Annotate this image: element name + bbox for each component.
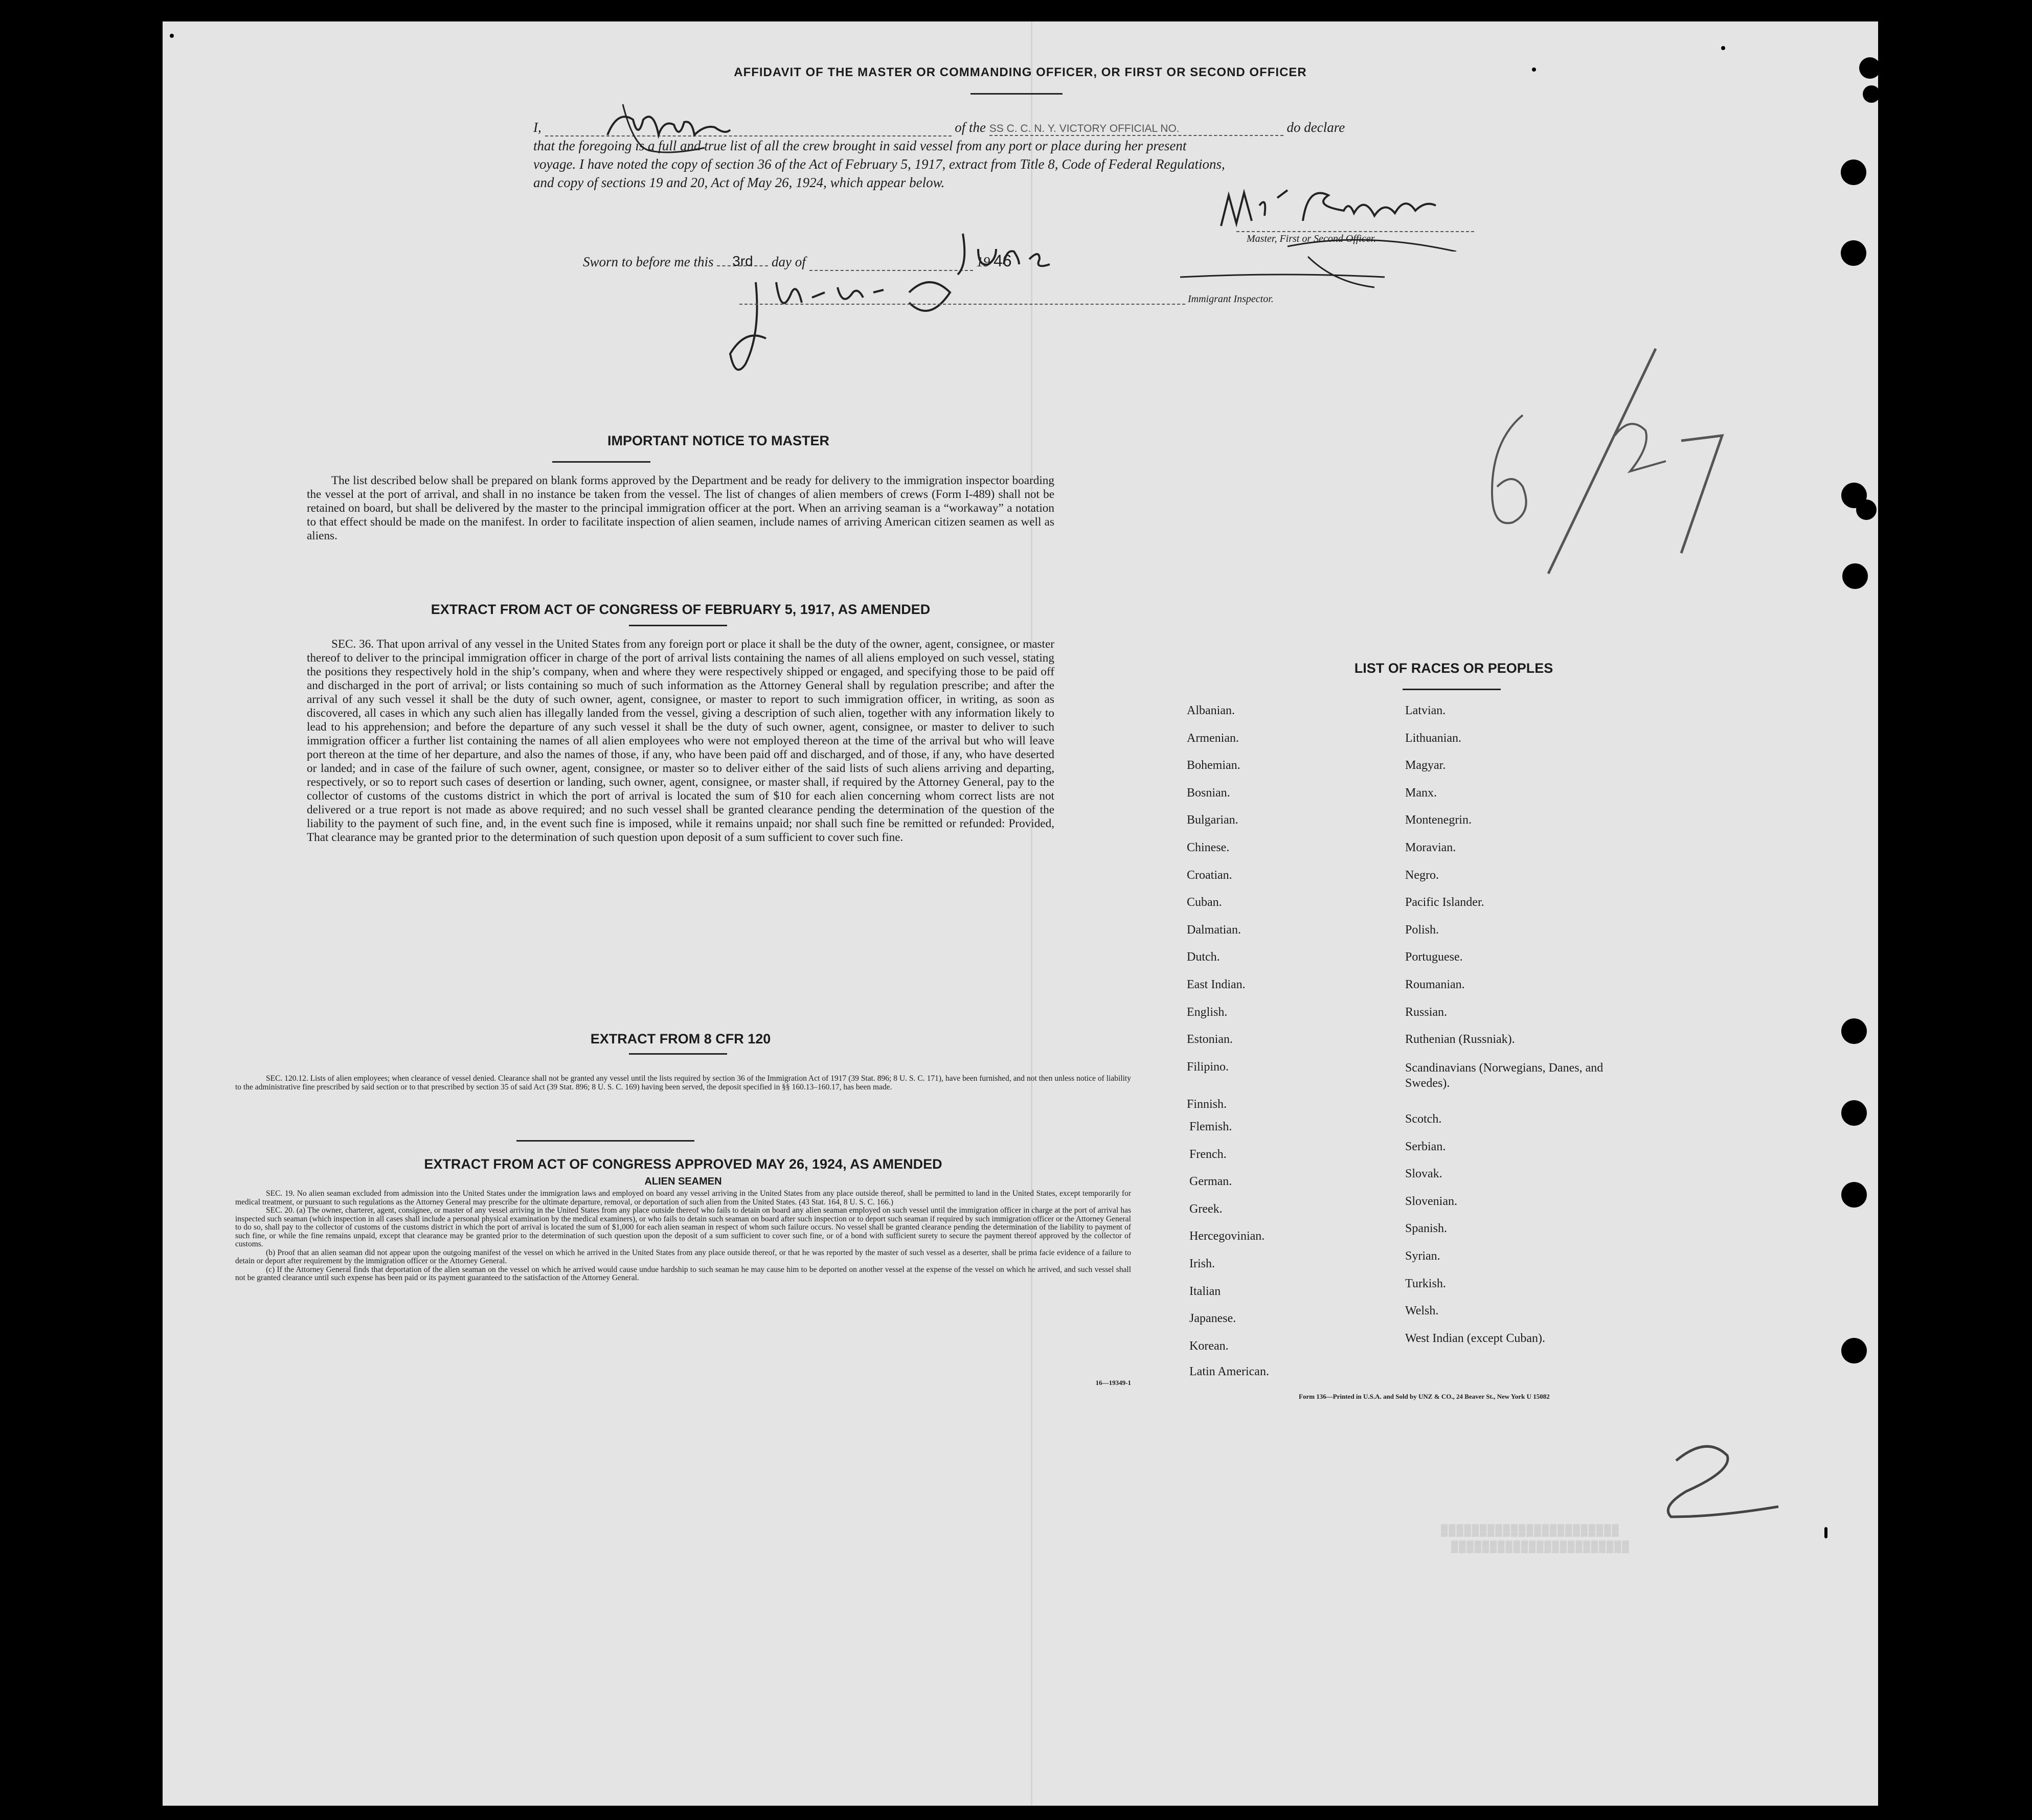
punch-hole <box>1841 1338 1867 1363</box>
master-caption: Master, First or Second Officer. <box>1247 233 1376 244</box>
day-of-text: day of <box>772 254 806 269</box>
race-item: Estonian. <box>1187 1033 1233 1046</box>
of-the-text: of the <box>955 120 986 135</box>
extract-1924-top-rule <box>516 1140 694 1142</box>
race-item: Roumanian. <box>1405 978 1465 991</box>
race-item: Filipino. <box>1187 1060 1229 1074</box>
race-item: Spanish. <box>1405 1222 1448 1236</box>
form-code: 16—19349-1 <box>1095 1379 1131 1386</box>
punch-hole <box>1841 160 1866 185</box>
extract-cfr-title: EXTRACT FROM 8 CFR 120 <box>590 1031 771 1046</box>
punch-hole <box>1841 1182 1867 1208</box>
race-item: Bulgarian. <box>1187 813 1238 827</box>
race-item: Latin American. <box>1189 1364 1269 1378</box>
race-item: Korean. <box>1189 1339 1229 1353</box>
section-20a-text: SEC. 20. (a) The owner, charterer, agent, consignee, or master of any vessel arriving in the United States from any place outside thereof who fails to detain on board any alien seaman employed on such vessel until the immigration officer in charge at the port of arrival has inspected such seaman (which inspection in all cases shall include a personal physical examination by the medical examiners), or who fails to detain such seaman on board after such inspection or to deport such seaman if required by such immigration officer or the Attorney General to do so, shall pay to the collector of customs of the customs district in which the port of arrival is located the sum of $1,000 for each alien seaman in respect of whom such failure occurs. No vessel shall be granted clearance pending the determination of the liability to payment of such fine, or while the fine remains unpaid, except that clearance may be granted prior to the determination of such question upon the deposit of a sum sufficient to cover such fine, or of a bond with sufficient surety to secure the payment thereof approved by the collector of customs. <box>235 1206 1131 1248</box>
speck <box>170 34 174 38</box>
race-item: Moravian. <box>1405 841 1456 854</box>
race-item: Dutch. <box>1187 950 1220 964</box>
race-item: Finnish. <box>1187 1098 1227 1111</box>
faded-stamp: ▒▒▒▒▒▒▒▒▒▒▒▒▒▒▒▒▒▒▒▒▒▒▒ <box>1441 1525 1620 1537</box>
alien-seamen-subtitle: ALIEN SEAMEN <box>644 1176 722 1187</box>
race-item: Russian. <box>1405 1005 1448 1019</box>
race-item: Magyar. <box>1405 759 1446 772</box>
race-item: Welsh. <box>1405 1304 1439 1318</box>
affidavit-line-2: that the foregoing is a full and true list of all the crew brought in said vessel from any port or place during her present <box>533 138 1187 153</box>
race-item: Scotch. <box>1405 1112 1442 1126</box>
handwritten-master <box>602 99 756 161</box>
affidavit-I: I, <box>533 120 541 135</box>
race-item: Ruthenian (Russniak). <box>1405 1033 1515 1046</box>
punch-hole <box>1842 563 1868 589</box>
extract-1924-body <box>235 1190 1131 1283</box>
race-item: Slovenian. <box>1405 1194 1457 1208</box>
day-value: 3rd <box>732 253 753 269</box>
punch-hole <box>1856 499 1877 520</box>
race-item: Negro. <box>1405 868 1439 882</box>
notice-title: IMPORTANT NOTICE TO MASTER <box>607 433 829 448</box>
race-item: Bohemian. <box>1187 759 1240 772</box>
do-declare-text: do declare <box>1286 120 1345 135</box>
affidavit-title: AFFIDAVIT OF THE MASTER OR COMMANDING OFFICER, OR FIRST OR SECOND OFFICER <box>734 65 1307 79</box>
section-36-text: SEC. 36. That upon arrival of any vessel in the United States from any foreign port or place it shall be the duty of the owner, agent, consignee, or master thereof to deliver to the principal immigration officer in charge of the port of arrival lists containing the names of all aliens employed on such vessel, stating the positions they respectively hold in the ship’s company, when and where they were respectively shipped or engaged, and specifying those to be paid off and discharged in the port of arrival; or lists containing so much of such information as the Attorney General shall by regulation prescribe; and after the arrival of any such vessel it shall be the duty of such owner, agent, consignee, or master to report to such immigration officer, in writing, as soon as discovered, all cases in which any such alien has illegally landed from the vessel, giving a description of such alien, together with any information likely to lead to his apprehension; and before the departure of any such vessel it shall be the duty of such owner, agent, consignee, or master to deliver to such immigration officer a further list containing the names of all alien employees who were not employed thereon at the time of the arrival but who will leave port thereon at the time of her departure, and also the names of those, if any, who have been paid off and discharged, and of those, if any, who have deserted or landed; and in case of the failure of such owner, agent, consignee, or master so to deliver either of the said lists of such aliens arriving and departing, respectively, or so to report such cases of desertion or landing, such owner, agent, consignee, or master shall, if required by the Attorney General, pay to the collector of customs of the customs district in which the port of arrival is located the sum of $10 for each alien concerning whom correct lists are not delivered or a true report is not made as above required; and no such vessel shall be granted clearance pending the determination of the question of the liability to the payment of such fine, and, in the event such fine is imposed, while it remains unpaid; nor shall such fine be remitted or refunded: Provided, That clearance may be granted prior to the determination of such question upon deposit of a sum sufficient to cover such fine. <box>307 638 1054 844</box>
race-item: German. <box>1189 1175 1232 1189</box>
race-item: Flemish. <box>1189 1120 1232 1133</box>
race-item: Bosnian. <box>1187 786 1230 800</box>
punch-hole <box>1863 85 1880 103</box>
race-item: Japanese. <box>1189 1312 1236 1326</box>
notice-rule <box>552 461 650 463</box>
race-item: Italian <box>1189 1284 1221 1298</box>
race-item: Turkish. <box>1405 1277 1446 1290</box>
race-item: French. <box>1189 1147 1227 1161</box>
race-item: Dalmatian. <box>1187 923 1241 937</box>
title-rule <box>970 93 1063 95</box>
race-item: Cuban. <box>1187 896 1222 909</box>
sworn-text: Sworn to before me this <box>583 254 714 269</box>
extract-1917-body <box>307 638 1054 845</box>
race-item: Syrian. <box>1405 1249 1440 1263</box>
handwritten-date-6-27 <box>1461 308 1748 594</box>
race-item: Scandinavians (Norwegians, Danes, and Swedes). <box>1405 1061 1604 1090</box>
race-item: East Indian. <box>1187 978 1246 991</box>
extract-1917-rule <box>629 625 727 626</box>
races-rule <box>1403 689 1501 690</box>
race-item: Hercegovinian. <box>1189 1230 1265 1243</box>
speck <box>1824 1527 1827 1538</box>
race-item: Irish. <box>1189 1257 1215 1270</box>
section-120-text: SEC. 120.12. Lists of alien employees; when clearance of vessel denied. Clearance shall not be granted any vessel until the lists required by section 36 of the Immigration Act of 1917 (39 Stat. 896; 8 U. S. C. 171), have been furnished, and not then unless notice of liability to the administrative fine prescribed by said section or to that prescribed by section 35 of said Act (39 Stat. 896; 8 U. S. C. 169) having been served, the deposit specified in §§ 160.13–160.17, has been made. <box>235 1074 1131 1091</box>
race-item: Polish. <box>1405 923 1439 937</box>
race-item: Slovak. <box>1405 1167 1442 1181</box>
extract-cfr-body <box>235 1075 1131 1091</box>
speck <box>1721 46 1725 50</box>
race-item: Serbian. <box>1405 1140 1446 1153</box>
race-item: Montenegrin. <box>1405 813 1472 827</box>
race-item: Portuguese. <box>1405 950 1463 964</box>
form-page <box>163 21 1878 1806</box>
race-item: Latvian. <box>1405 704 1446 717</box>
inspector-signature <box>715 262 1052 390</box>
year-value: 46 <box>994 252 1012 270</box>
inspector-caption: Immigrant Inspector. <box>1188 293 1274 305</box>
race-item: Greek. <box>1189 1202 1223 1216</box>
race-item: Pacific Islander. <box>1405 896 1484 909</box>
extract-cfr-rule <box>629 1053 727 1055</box>
affidavit-line-4: and copy of sections 19 and 20, Act of May 26, 1924, which appear below. <box>533 175 945 190</box>
master-signature-line <box>1236 231 1474 232</box>
notice-text: The list described below shall be prepared on blank forms approved by the Department and be ready for delivery to the immigration inspector boarding the vessel at the port of arrival, and shall in no instance be taken from the vessel. The list of changes of alien members of crews (Form I-489) shall not be retained on board, but shall be delivered by the master to the principal immigration officer at the port. When an arriving seaman is a “workaway” a notation to that effect should be made on the manifest. In order to facilitate inspection of alien seamen, include names of arriving American citizen seamen as well as aliens. <box>307 474 1054 542</box>
year-prefix: 19 <box>976 254 990 269</box>
section-20c-text: (c) If the Attorney General finds that deportation of the alien seaman on the vessel on which he arrived would cause undue hardship to such seaman he may cause him to be deported on another vessel at the expense of the vessel on which he arrived, and such vessel shall not be granted clearance until such expense has been paid or its payment guaranteed to the satisfaction of the Attorney General. <box>235 1265 1131 1282</box>
race-item: Chinese. <box>1187 841 1230 854</box>
affidavit-line-3: voyage. I have noted the copy of section 36 of the Act of February 5, 1917, extract from Title 8, Code of Federal Regulations, <box>533 156 1225 172</box>
extract-1917-title: EXTRACT FROM ACT OF CONGRESS OF FEBRUARY 5, 1917, AS AMENDED <box>431 602 931 617</box>
section-19-text: SEC. 19. No alien seaman excluded from admission into the United States under the immigration laws and employed on board any vessel arriving in the United States from any place outside thereof, shall be permitted to land in the United States, except temporarily for medical treatment, or pursuant to such regulations as the Attorney General may prescribe for the ultimate departure, removal, or deportation of such alien from the United States. (43 Stat. 164, 8 U. S. C. 166.) <box>235 1189 1131 1207</box>
faded-stamp: ▒▒▒▒▒▒▒▒▒▒▒▒▒▒▒▒▒▒▒▒▒▒▒ <box>1451 1541 1630 1554</box>
inspector-signature-line <box>739 304 1185 305</box>
races-title: LIST OF RACES OR PEOPLES <box>1354 661 1553 676</box>
race-item: Albanian. <box>1187 704 1235 717</box>
race-item: Armenian. <box>1187 731 1239 745</box>
notice-body <box>307 474 1054 543</box>
race-item: West Indian (except Cuban). <box>1405 1331 1545 1345</box>
punch-hole <box>1841 240 1866 266</box>
punch-hole <box>1841 1100 1867 1126</box>
punch-hole <box>1841 1018 1867 1044</box>
handwritten-page-number <box>1625 1430 1789 1532</box>
extract-1924-title: EXTRACT FROM ACT OF CONGRESS APPROVED MAY 26, 1924, AS AMENDED <box>424 1156 942 1172</box>
race-item: Croatian. <box>1187 868 1232 882</box>
printer-footer: Form 136—Printed in U.S.A. and Sold by UNZ & CO., 24 Beaver St., New York U 15082 <box>1299 1393 1550 1400</box>
race-item: Lithuanian. <box>1405 731 1461 745</box>
vessel-name: SS C. C. N. Y. VICTORY OFFICIAL NO. <box>989 123 1283 136</box>
signature-flourish <box>1180 252 1395 292</box>
section-20b-text: (b) Proof that an alien seaman did not appear upon the outgoing manifest of the vessel on which he arrived in the United States from any place outside thereof, or that he was reported by the master of such vessel as a deserter, shall be prima facie evidence of a failure to detain or deport after requirement by the immigration officer or the Attorney General. <box>235 1248 1131 1265</box>
race-item: Manx. <box>1405 786 1437 800</box>
race-item: English. <box>1187 1005 1228 1019</box>
